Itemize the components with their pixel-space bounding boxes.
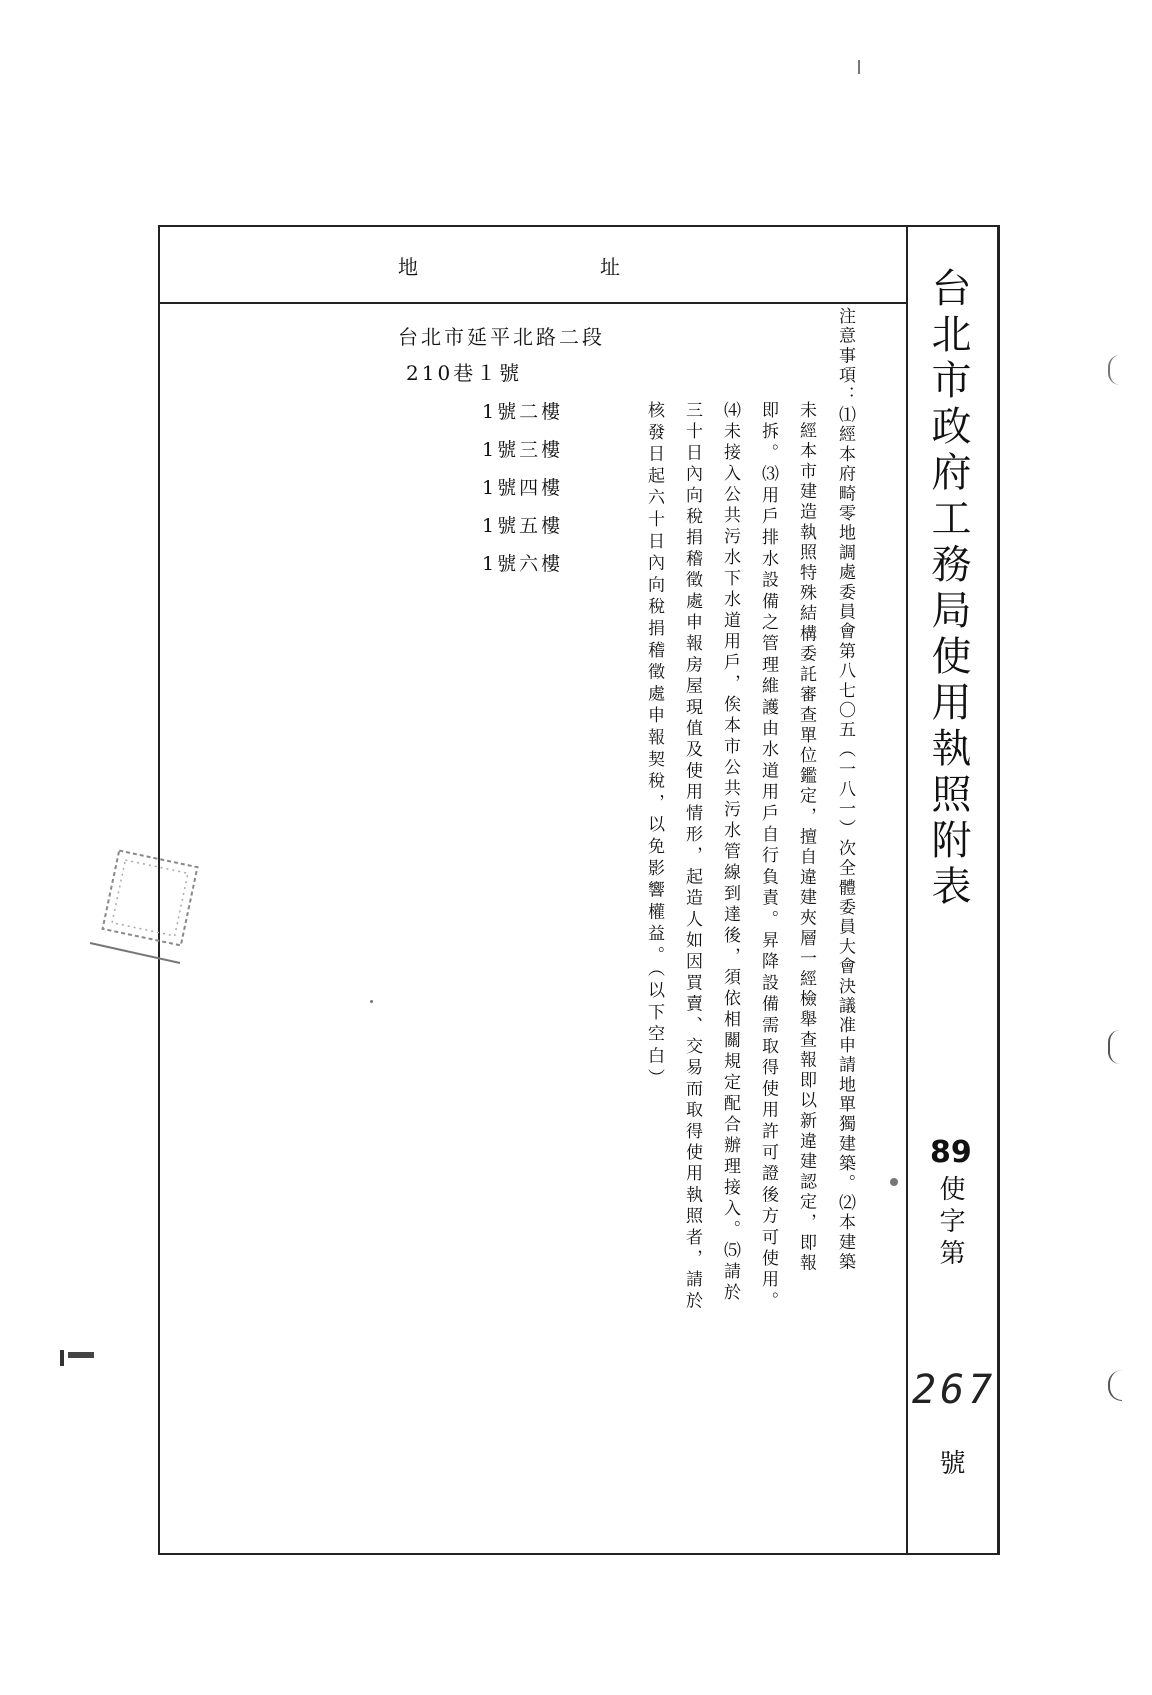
header-address-label-2: 址 [600,255,622,279]
side-column-divider [906,227,908,1553]
scan-speck [1108,355,1120,385]
floor-item: 1號三樓 [482,439,564,461]
document-title: 台北市政府工務局使用執照附表 [925,267,971,911]
notes-column-3: 即拆。⑶用戶排水設備之管理維護由水道用戶自行負責。昇降設備需取得使用許可證後方可使用。 [758,401,778,1313]
notes-column-4: ⑷未接入公共污水下水道用戶，俟本市公共污水管線到達後，須依相關規定配合辦理接入。⑸請於 [720,401,740,1304]
floor-item: 1號四樓 [482,477,564,499]
floor-item: 1號五樓 [482,515,564,537]
permit-number-suffix: 號 [935,1449,965,1481]
permit-type-label: 使字第 [935,1175,965,1271]
permit-number: 267 [912,1367,997,1413]
floor-item: 1號二樓 [482,401,564,423]
header-divider [160,302,908,304]
floor-item: 1號六樓 [482,553,564,575]
scan-speck [890,1178,898,1186]
permit-year: 89 [930,1135,972,1170]
address-line-2: 210巷１號 [406,361,523,385]
address-line-1: 台北市延平北路二段 [398,325,605,349]
binding-mark [68,1352,94,1358]
notes-column-2: 未經本市建造執照特殊結構委託審查單位鑑定，擅自違建夾層一經檢舉查報即以新違建認定，即報 [796,401,816,1274]
scan-speck [370,1000,373,1003]
table-frame [158,225,1000,1555]
header-address-label-1: 地 [398,255,420,279]
binding-mark [60,1350,64,1366]
scan-speck [1108,1370,1122,1401]
notes-column-5: 三十日內向稅捐稽徵處申報房屋現值及使用情形，起造人如因買賣、交易而取得使用執照者，請於 [682,401,702,1313]
scan-speck [1108,1030,1120,1064]
notes-column-1: 注意事項：⑴經本府畸零地調處委員會第八七〇五（一八一）次全體委員大會決議准申請地單獨建築。⑵本建築 [835,307,855,1273]
scan-speck [858,60,860,74]
faded-stamp [70,848,210,978]
notes-column-6: 核發日起六十日內向稅捐稽徵處申報契稅，以免影響權益。（以下空白） [644,401,664,1091]
